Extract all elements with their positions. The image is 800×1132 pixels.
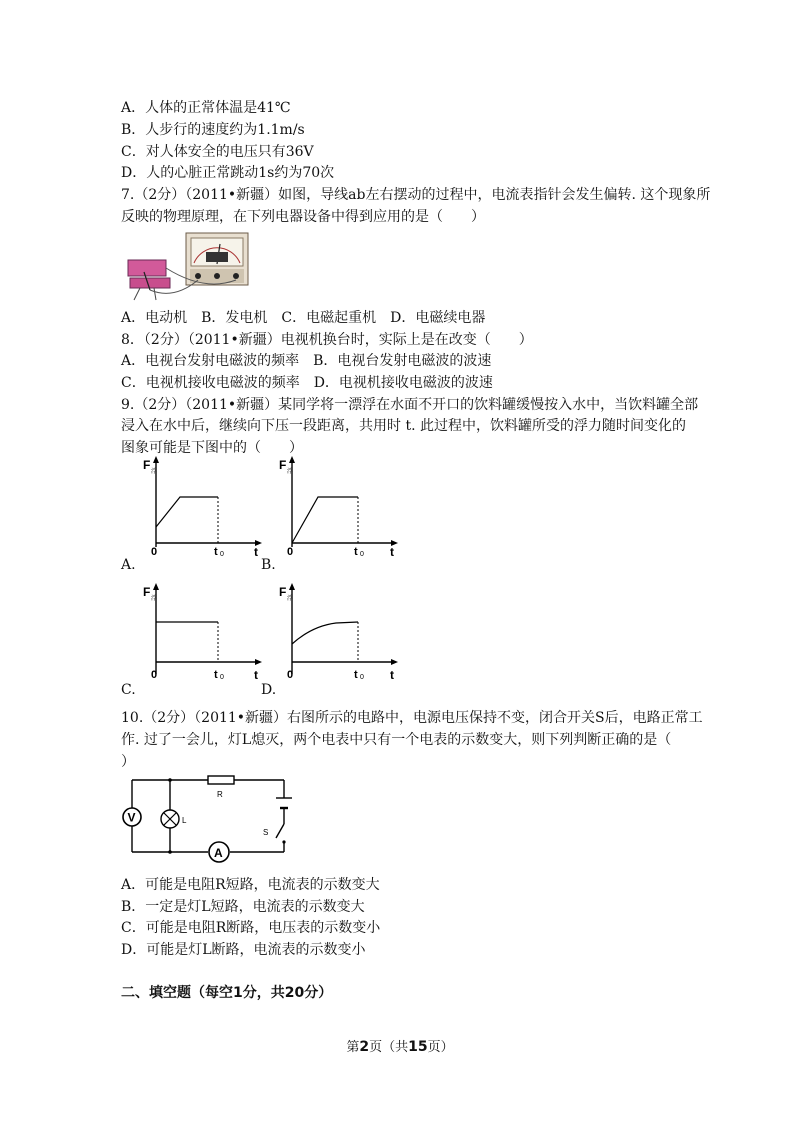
q9-graph-c-x-label: t	[254, 668, 258, 682]
section-title-fill-in: 二、填空题（每空1分，共20分）	[121, 985, 333, 1001]
q9-graph-d-t0: t	[354, 669, 358, 681]
q6-option-b: B．人步行的速度约为1.1m/s	[121, 122, 305, 138]
q9-graph-d-t0-sub: 0	[360, 674, 364, 681]
q10-option-d: D．可能是灯L断路，电流表的示数变小	[121, 942, 366, 958]
q9-graph-b-origin: 0	[287, 546, 294, 558]
q9-graph-b	[276, 455, 402, 560]
q6-option-a: A．人体的正常体温是41℃	[121, 100, 291, 116]
q9-graph-b-x-label: t	[390, 545, 394, 559]
q10-option-c: C．可能是电阻R断路，电压表的示数变小	[121, 920, 381, 936]
q9-graph-d-x-label: t	[390, 668, 394, 682]
q10-option-b: B．一定是灯L短路，电流表的示数变大	[121, 899, 365, 915]
circuit-resistor-label: R	[217, 790, 223, 799]
q9-graph-b-y-label: F	[279, 458, 287, 472]
q9-stem-line3: 图象可能是下图中的（ ）	[121, 440, 303, 456]
q9-option-a-letter: A.	[121, 557, 136, 573]
q9-graph-a-origin: 0	[151, 546, 158, 558]
q9-graph-a-y-label: F	[143, 458, 151, 472]
circuit-lamp-label: L	[182, 816, 187, 825]
q9-graph-a-t0: t	[214, 546, 218, 558]
q9-stem-line2: 浸入在水中后，继续向下压一段距离，共用时 t. 此过程中，饮料罐所受的浮力随时间变化的	[121, 418, 686, 434]
q7-stem-line1: 7.（2分）（2011•新疆）如图，导线ab左右摆动的过程中，电流表指针会发生偏转. 这个现象所	[121, 187, 711, 203]
q9-option-b-letter: B.	[261, 557, 276, 573]
q9-graph-a	[140, 455, 266, 560]
q10-circuit-diagram	[118, 772, 302, 864]
q7-options: A．电动机 B．发电机 C．电磁起重机 D．电磁续电器	[121, 310, 486, 326]
q9-graph-d-y-label: F	[279, 585, 287, 599]
q10-stem-line3: ）	[121, 754, 135, 770]
q8-options-row1: A．电视台发射电磁波的频率 B．电视台发射电磁波的波速	[121, 353, 492, 369]
q9-graph-b-t0-sub: 0	[360, 551, 364, 558]
q9-graph-d-y-sub: 浮	[287, 595, 294, 602]
footer-page-number: 2	[359, 1039, 370, 1055]
q9-graph-a-x-label: t	[254, 545, 258, 559]
page-footer	[0, 1036, 800, 1055]
q6-option-d: D．人的心脏正常跳动1s约为70次	[121, 165, 335, 181]
circuit-ammeter-label: A	[214, 846, 223, 860]
q8-stem: 8．（2分）（2011•新疆）电视机换台时，实际上是在改变（ ）	[121, 332, 533, 348]
q9-graph-a-y-sub: 浮	[151, 468, 158, 475]
q9-stem-line1: 9.（2分）（2011•新疆）某同学将一漂浮在水面不开口的饮料罐缓慢按入水中，当饮料罐全部	[121, 397, 699, 413]
q9-graph-c	[140, 582, 266, 687]
q9-option-d-letter: D.	[261, 682, 277, 698]
q9-graph-c-t0-sub: 0	[220, 674, 224, 681]
footer-mid: 页（共	[369, 1040, 409, 1055]
q9-graph-b-t0: t	[354, 546, 358, 558]
q9-graph-c-origin: 0	[151, 669, 158, 681]
q10-option-a: A．可能是电阻R短路，电流表的示数变大	[121, 877, 380, 893]
q9-graph-c-t0: t	[214, 669, 218, 681]
q9-graph-c-y-sub: 浮	[151, 595, 158, 602]
circuit-voltmeter-label: V	[127, 810, 136, 825]
footer-prefix: 第	[346, 1040, 360, 1055]
q8-options-row2: C．电视机接收电磁波的频率 D．电视机接收电磁波的波速	[121, 375, 493, 391]
q9-graph-c-y-label: F	[143, 585, 151, 599]
q9-option-c-letter: C.	[121, 682, 136, 698]
footer-total-pages: 15	[408, 1039, 428, 1055]
q9-graph-b-y-sub: 浮	[287, 468, 294, 475]
q10-stem-line1: 10.（2分）（2011•新疆）右图所示的电路中，电源电压保持不变，闭合开关S后，电路正常工	[121, 710, 703, 726]
footer-suffix: 页）	[427, 1040, 454, 1055]
q9-graph-d	[276, 582, 402, 687]
circuit-switch-label: S	[263, 828, 269, 837]
q10-stem-line2: 作. 过了一会儿，灯L熄灭，两个电表中只有一个电表的示数变大，则下列判断正确的是（	[121, 732, 672, 748]
q9-graph-d-origin: 0	[287, 669, 294, 681]
q6-option-c: C．对人体安全的电压只有36V	[121, 144, 314, 160]
q7-stem-line2: 反映的物理原理，在下列电器设备中得到应用的是（ ）	[121, 209, 485, 225]
q9-graph-a-t0-sub: 0	[220, 551, 224, 558]
q7-figure-generator-apparatus	[124, 230, 254, 304]
